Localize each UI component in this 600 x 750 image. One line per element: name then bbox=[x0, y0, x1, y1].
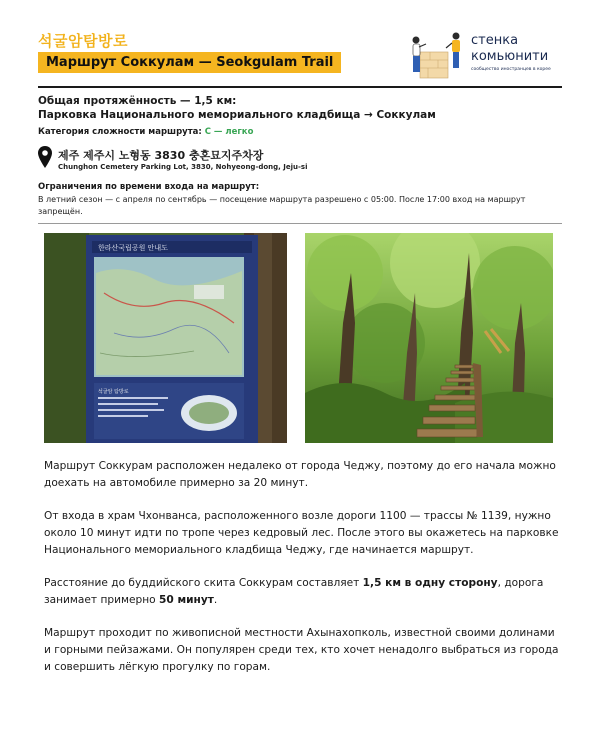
distance-label: Общая протяжённость — 1,5 км: bbox=[38, 95, 237, 107]
article-body bbox=[44, 458, 559, 692]
stenka-logo bbox=[408, 30, 568, 82]
title-banner: Маршрут Соккулам — Seokgulam Trail bbox=[38, 52, 341, 73]
address-block bbox=[38, 146, 558, 176]
people-illustration-icon bbox=[408, 30, 468, 82]
entry-limits bbox=[38, 182, 558, 218]
limits-title: Ограничения по времени входа на маршрут: bbox=[38, 182, 260, 192]
paragraph-4: Маршрут проходит по живописной местности Ахынахопколь, известной своими долинами и горными пейзажами. Он популярен среди тех, кто хочет ненадолго выбраться из города и совершить лёгкую прогулку по горам. bbox=[44, 627, 559, 673]
location-pin-icon bbox=[38, 146, 52, 168]
address-english: Chunghon Cemetery Parking Lot, 3830, Nohyeong-dong, Jeju-si bbox=[58, 163, 308, 171]
section-divider bbox=[38, 223, 562, 224]
address-korean: 제주 제주시 노형동 3830 충혼묘지주차장 bbox=[58, 149, 264, 162]
map-sign-title: 한라산국립공원 안내도 bbox=[98, 244, 168, 252]
map-sign-subtitle: 석굴암 탐방로 bbox=[98, 389, 129, 395]
paragraph-1: Маршрут Соккурам расположен недалеко от города Чеджу, поэтому до его начала можно доехать на автомобиле примерно за 20 минут. bbox=[44, 460, 556, 489]
difficulty bbox=[38, 127, 253, 137]
paragraph-3: Расстояние до буддийского скита Соккурам составляет 1,5 км в одну сторону, дорога занимает примерно 50 минут. bbox=[44, 577, 544, 606]
logo-line1: стенка bbox=[471, 33, 519, 48]
distance-summary bbox=[38, 94, 436, 122]
difficulty-label: Категория сложности маршрута: bbox=[38, 127, 202, 137]
trail-map-sign-photo bbox=[44, 233, 287, 443]
difficulty-value: С — легко bbox=[204, 127, 254, 137]
logo-line2: комьюнити bbox=[471, 49, 549, 64]
paragraph-2: От входа в храм Чхонванса, расположенного возле дороги 1100 — трассы № 1139, нужно около 10 минут идти по тропе через кедровый лес. После этого вы окажетесь на парковке Национального мемориального кладбища Чеджу, где начинается маршрут. bbox=[44, 510, 559, 556]
header-divider bbox=[38, 86, 562, 88]
limits-text: В летний сезон — с апреля по сентябрь — посещение маршрута разрешено с 05:00. После 17:00 вход на маршрут запрещён. bbox=[38, 195, 526, 216]
distance-highlight: 1,5 км в одну сторону bbox=[362, 577, 498, 589]
duration-highlight: 50 минут bbox=[159, 594, 214, 606]
forest-trail-photo bbox=[305, 233, 553, 443]
korean-title: 석굴암탐방로 bbox=[38, 32, 128, 50]
logo-subtitle: сообщество иностранцев в корее bbox=[471, 67, 551, 72]
route-text: Парковка Национального мемориального кладбища → Соккулам bbox=[38, 109, 436, 121]
